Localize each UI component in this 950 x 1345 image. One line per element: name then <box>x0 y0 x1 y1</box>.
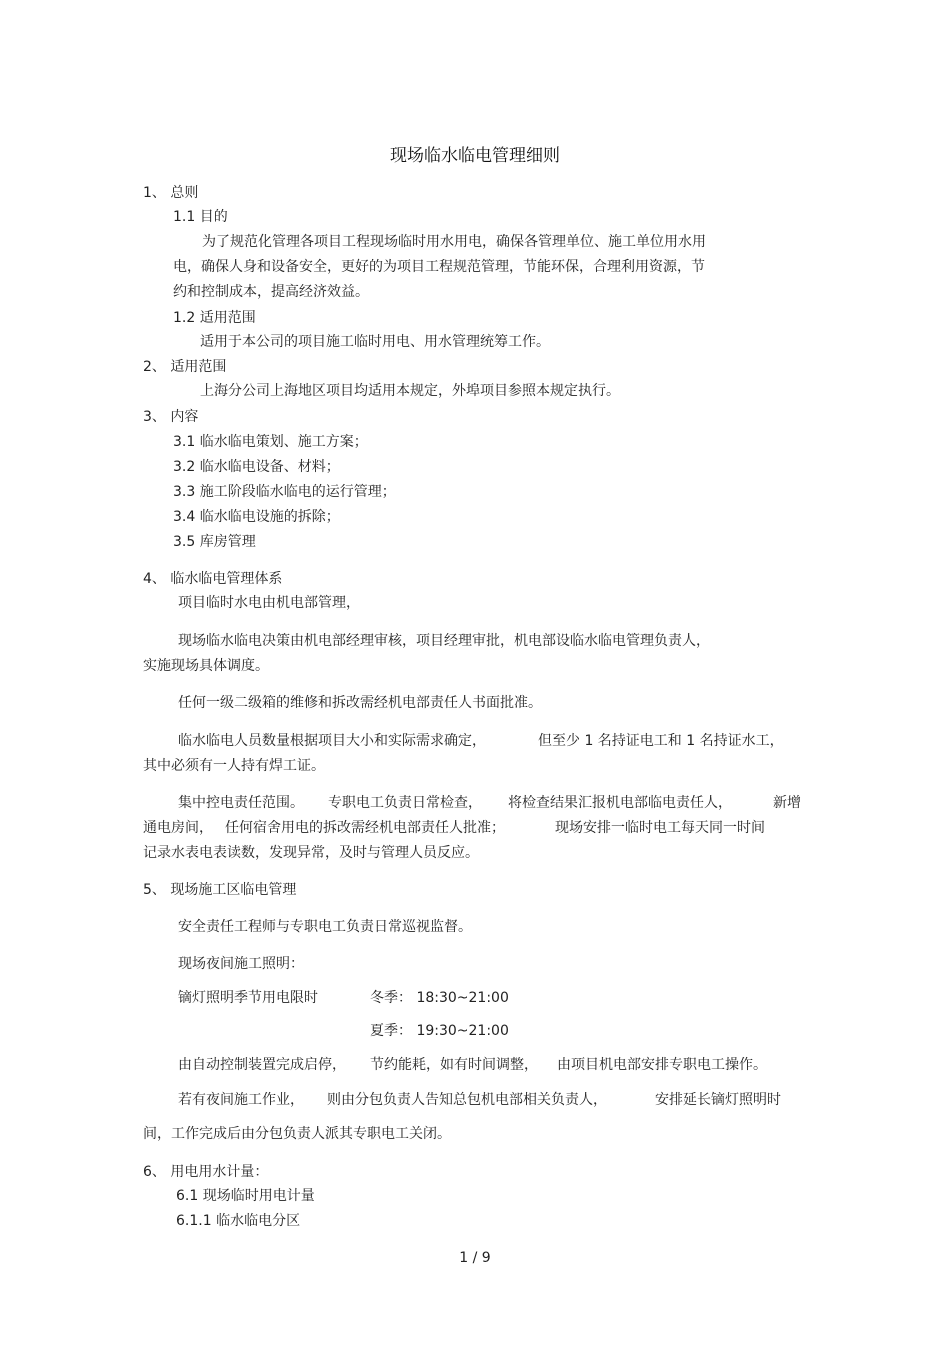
section-1-1-line-2: 电，确保人身和设备安全，更好的为项目工程规范管理，节能环保，合理利用资源，节 <box>173 259 705 275</box>
section-4-para-2-line-2: 实施现场具体调度。 <box>143 658 269 674</box>
section-5-para-4-a: 由自动控制装置完成启停， <box>178 1057 346 1073</box>
section-6-1-1-heading: 6.1.1 临水临电分区 <box>176 1213 301 1229</box>
section-5-para-5-a: 若有夜间施工作业， <box>178 1092 304 1108</box>
section-4-para-5-g: 现场安排一临时电工每天同一时间 <box>555 820 765 836</box>
section-4-heading: 4、 临水临电管理体系 <box>143 571 283 587</box>
section-5-para-4-c: 由项目机电部安排专职电工操作。 <box>557 1057 767 1073</box>
section-3-item: 3.1 临水临电策划、施工方案； <box>173 434 368 450</box>
section-5-para-5-c: 安排延长镝灯照明时 <box>655 1092 781 1108</box>
section-1-1-line-3: 约和控制成本，提高经济效益。 <box>173 284 369 300</box>
section-3-item: 3.4 临水临电设施的拆除； <box>173 509 340 525</box>
section-3-item: 3.5 库房管理 <box>173 534 256 550</box>
section-2-heading: 2、 适用范围 <box>143 359 227 375</box>
section-4-para-1: 项目临时水电由机电部管理， <box>178 595 360 611</box>
section-5-para-2: 现场夜间施工照明： <box>178 956 304 972</box>
winter-hours: 冬季： 18:30~21:00 <box>370 990 509 1006</box>
section-4-para-4-c: 其中必须有一人持有焊工证。 <box>143 758 325 774</box>
section-4-para-5-b: 专职电工负责日常检查， <box>328 795 482 811</box>
section-5-para-4-b: 节约能耗，如有时间调整， <box>370 1057 538 1073</box>
section-5-heading: 5、 现场施工区临电管理 <box>143 882 297 898</box>
section-4-para-5-a: 集中控电责任范围。 <box>178 795 304 811</box>
section-6-heading: 6、 用电用水计量： <box>143 1164 269 1180</box>
section-4-para-5-h: 记录水表电表读数，发现异常，及时与管理人员反应。 <box>143 845 479 861</box>
page-number: 1 / 9 <box>459 1250 491 1266</box>
section-6-1-heading: 6.1 现场临时用电计量 <box>176 1188 315 1204</box>
summer-hours: 夏季： 19:30~21:00 <box>370 1023 509 1039</box>
section-4-para-5-c: 将检查结果汇报机电部临电责任人， <box>508 795 732 811</box>
section-4-para-5-e: 通电房间， <box>143 820 213 836</box>
section-2-line-1: 上海分公司上海地区项目均适用本规定，外埠项目参照本规定执行。 <box>200 383 620 399</box>
section-1-2-heading: 1.2 适用范围 <box>173 310 256 326</box>
section-1-1-heading: 1.1 目的 <box>173 209 228 225</box>
section-4-para-4-a: 临水临电人员数量根据项目大小和实际需求确定， <box>178 733 486 749</box>
section-5-para-1: 安全责任工程师与专职电工负责日常巡视监督。 <box>178 919 472 935</box>
section-3-item: 3.3 施工阶段临水临电的运行管理； <box>173 484 396 500</box>
section-4-para-3: 任何一级二级箱的维修和拆改需经机电部责任人书面批准。 <box>178 695 542 711</box>
section-4-para-4-b: 但至少 1 名持证电工和 1 名持证水工， <box>538 733 784 749</box>
section-3-item: 3.2 临水临电设备、材料； <box>173 459 340 475</box>
section-5-para-5-d: 间，工作完成后由分包负责人派其专职电工关闭。 <box>143 1126 451 1142</box>
section-5-para-5-b: 则由分包负责人告知总包机电部相关负责人， <box>327 1092 607 1108</box>
section-5-para-3: 镝灯照明季节用电限时 <box>178 990 318 1006</box>
section-4-para-2-line-1: 现场临水临电决策由机电部经理审核，项目经理审批，机电部设临水临电管理负责人， <box>178 633 710 649</box>
section-4-para-5-d: 新增 <box>773 795 801 811</box>
section-1-2-line-1: 适用于本公司的项目施工临时用电、用水管理统筹工作。 <box>200 334 550 350</box>
section-4-para-5-f: 任何宿舍用电的拆改需经机电部责任人批准； <box>225 820 505 836</box>
section-1-1-line-1: 为了规范化管理各项目工程现场临时用水用电，确保各管理单位、施工单位用水用 <box>202 234 706 250</box>
section-1-heading: 1、 总则 <box>143 185 199 201</box>
section-3-heading: 3、 内容 <box>143 409 199 425</box>
page-title: 现场临水临电管理细则 <box>390 146 560 166</box>
